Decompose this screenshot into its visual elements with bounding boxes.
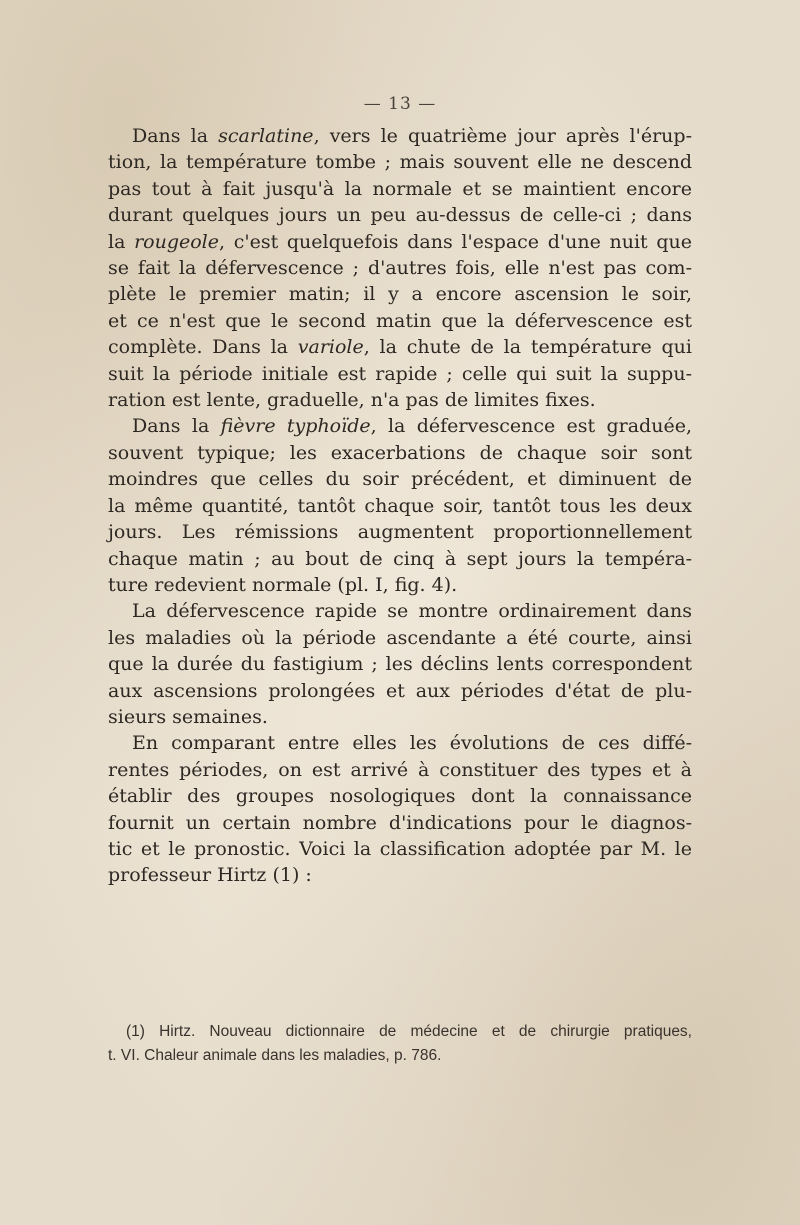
text-line <box>108 123 692 149</box>
text-line: professeur Hirtz (1) : <box>108 864 312 887</box>
text-line: rentes périodes, on est arrivé à constituer des types et à <box>108 758 692 781</box>
text-line: se fait la défervescence ; d'autres fois, elle n'est pas com- <box>108 257 692 280</box>
text-line: tion, la température tombe ; mais souvent elle ne descend <box>108 151 692 174</box>
footnote-line: (1) Hirtz. Nouveau dictionnaire de médecine et de chirurgie pratiques, <box>126 1023 692 1040</box>
text-line: plète le premier matin; il y a encore ascension le soir, <box>108 283 692 306</box>
text-line: ration est lente, graduelle, n'a pas de limites fixes. <box>108 389 596 412</box>
text-line <box>108 334 692 360</box>
paragraph-scarlatine <box>108 123 692 413</box>
text-line: jours. Les rémissions augmentent proportionnellement <box>108 521 692 544</box>
text-run: la <box>108 230 135 253</box>
text-line: la même quantité, tantôt chaque soir, tantôt tous les deux <box>108 494 692 517</box>
text-run: Dans la <box>132 415 221 438</box>
text-line: chaque matin ; au bout de cinq à sept jours la tempéra- <box>108 547 692 570</box>
text-line: aux ascensions prolongées et aux périodes d'état de plu- <box>108 679 692 702</box>
text-line: sieurs semaines. <box>108 705 268 728</box>
text-run: , la défervescence est graduée, <box>370 415 692 438</box>
text-line: souvent typique; les exacerbations de chaque soir sont <box>108 441 692 464</box>
paragraph-defervescence <box>108 598 692 730</box>
text-run: , la chute de la température qui <box>363 336 692 359</box>
page-number: — 13 — <box>363 94 437 114</box>
text-line: La défervescence rapide se montre ordinairement dans <box>132 600 692 623</box>
text-line: tic et le pronostic. Voici la classification adoptée par M. le <box>108 837 692 860</box>
italic-term: fièvre typhoïde <box>220 415 371 438</box>
footnote <box>108 1020 692 1068</box>
body-text <box>108 123 692 889</box>
text-line: et ce n'est que le second matin que la défervescence est <box>108 309 692 332</box>
italic-term: variole <box>297 336 364 359</box>
text-line: que la durée du fastigium ; les déclins lents correspondent <box>108 653 692 676</box>
text-run: Dans la <box>132 125 219 147</box>
footnote-line: t. VI. Chaleur animale dans les maladies, p. 786. <box>108 1047 442 1064</box>
text-line: fournit un certain nombre d'indications pour le diagnos- <box>108 811 692 834</box>
text-line: durant quelques jours un peu au-dessus de celle-ci ; dans <box>108 204 692 227</box>
italic-term: rougeole <box>134 230 220 253</box>
text-line: suit la période initiale est rapide ; celle qui suit la suppu- <box>108 362 692 385</box>
text-line: ture redevient normale (pl. I, fig. 4). <box>108 573 458 596</box>
text-line <box>108 229 692 255</box>
text-run: complète. Dans la <box>108 336 298 359</box>
text-line: moindres que celles du soir précédent, et diminuent de <box>108 468 692 491</box>
text-run: , vers le quatrième jour après l'érup- <box>313 125 692 147</box>
paragraph-classification <box>108 730 692 888</box>
paragraph-fievre-typhoide <box>108 413 692 598</box>
text-line: pas tout à fait jusqu'à la normale et se maintient encore <box>108 177 692 200</box>
text-run: , c'est quelquefois dans l'espace d'une nuit que <box>219 230 692 253</box>
italic-term: scarlatine <box>218 125 314 147</box>
text-line: les maladies où la période ascendante a été courte, ainsi <box>108 626 692 649</box>
text-line: établir des groupes nosologiques dont la connaissance <box>108 785 692 808</box>
text-line: En comparant entre elles les évolutions de ces diffé- <box>132 732 692 755</box>
text-line <box>108 413 692 439</box>
